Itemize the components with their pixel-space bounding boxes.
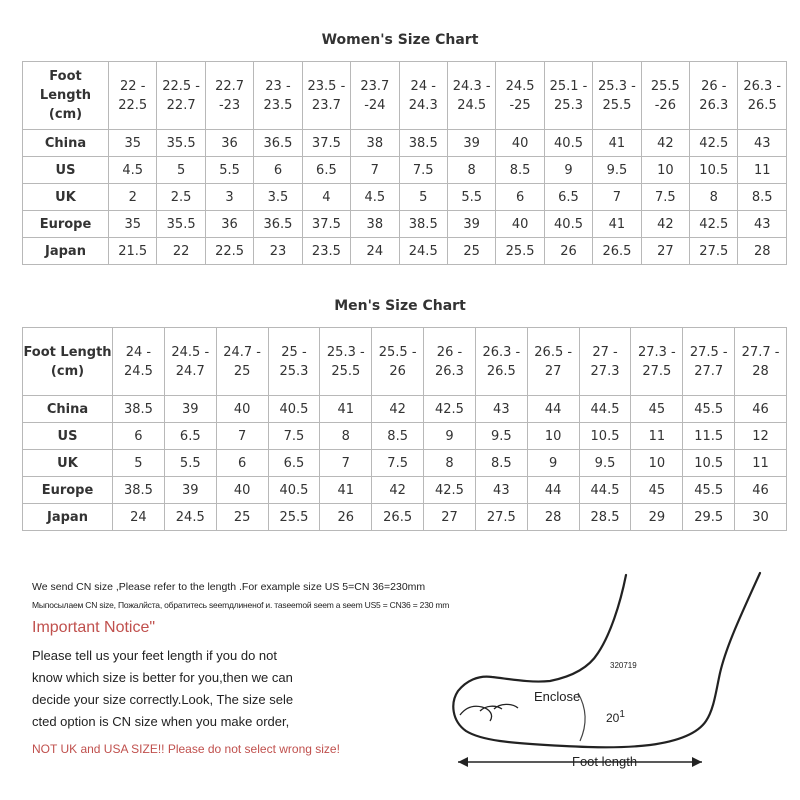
size-value-cell: 21.5 (109, 238, 157, 265)
size-range-header: 24.5 - 24.7 (164, 328, 216, 396)
size-value-cell: 28.5 (579, 504, 631, 531)
size-value-cell: 7 (351, 157, 399, 184)
size-value-cell: 40 (216, 396, 268, 423)
size-value-cell: 7.5 (641, 184, 689, 211)
size-value-cell: 37.5 (302, 130, 350, 157)
size-range-header: 24 - 24.5 (113, 328, 165, 396)
size-table-row (23, 211, 787, 238)
size-range-header: 25.5 - 26 (372, 328, 424, 396)
size-value-cell: 10.5 (579, 423, 631, 450)
size-range-header: 23 - 23.5 (254, 62, 302, 130)
notice-text-line: decide your size correctly.Look, The size sele (32, 692, 294, 707)
size-value-cell: 10 (527, 423, 579, 450)
size-value-cell: 23 (254, 238, 302, 265)
size-range-header: 25.5 -26 (641, 62, 689, 130)
size-value-cell: 24.5 (164, 504, 216, 531)
important-notice-title: Important Notice" (32, 619, 156, 636)
size-table-row (23, 184, 787, 211)
size-value-cell: 26 (544, 238, 592, 265)
size-value-cell: 26.5 (372, 504, 424, 531)
size-value-cell: 7 (593, 184, 641, 211)
size-value-cell: 36.5 (254, 130, 302, 157)
size-value-cell: 8.5 (738, 184, 787, 211)
size-value-cell: 39 (447, 211, 495, 238)
size-value-cell: 41 (320, 477, 372, 504)
size-value-cell: 6 (254, 157, 302, 184)
size-value-cell: 26 (320, 504, 372, 531)
size-value-cell: 4 (302, 184, 350, 211)
size-range-header: 26.3 - 26.5 (475, 328, 527, 396)
diagram-code: 320719 (610, 661, 637, 670)
size-value-cell: 4.5 (109, 157, 157, 184)
size-range-header: 23.7 -24 (351, 62, 399, 130)
size-value-cell: 29 (631, 504, 683, 531)
size-value-cell: 5.5 (205, 157, 253, 184)
size-value-cell: 40.5 (544, 130, 592, 157)
size-value-cell: 38.5 (113, 396, 165, 423)
size-range-header: 27.5 - 27.7 (683, 328, 735, 396)
size-system-label: UK (23, 184, 109, 211)
size-range-header: 24.3 - 24.5 (447, 62, 495, 130)
size-value-cell: 42 (641, 130, 689, 157)
size-value-cell: 7 (320, 450, 372, 477)
size-value-cell: 41 (320, 396, 372, 423)
size-value-cell: 2.5 (157, 184, 205, 211)
size-value-cell: 42.5 (690, 211, 738, 238)
size-range-header: 22.5 - 22.7 (157, 62, 205, 130)
size-system-label: Europe (23, 477, 113, 504)
size-value-cell: 10 (641, 157, 689, 184)
size-table-row (23, 504, 787, 531)
size-value-cell: 9.5 (475, 423, 527, 450)
size-value-cell: 43 (475, 396, 527, 423)
size-value-cell: 28 (527, 504, 579, 531)
size-range-header: 26 - 26.3 (690, 62, 738, 130)
size-value-cell: 25 (216, 504, 268, 531)
size-value-cell: 44 (527, 477, 579, 504)
size-value-cell: 2 (109, 184, 157, 211)
size-value-cell: 38 (351, 211, 399, 238)
size-value-cell: 27 (641, 238, 689, 265)
size-value-cell: 35 (109, 211, 157, 238)
size-value-cell: 6 (113, 423, 165, 450)
size-value-cell: 24.5 (399, 238, 447, 265)
size-value-cell: 28 (738, 238, 787, 265)
size-system-label: Europe (23, 211, 109, 238)
foot-length-header: Foot Length (cm) (23, 328, 113, 396)
size-value-cell: 3.5 (254, 184, 302, 211)
size-table-row (23, 157, 787, 184)
size-value-cell: 6.5 (164, 423, 216, 450)
size-value-cell: 22 (157, 238, 205, 265)
size-value-cell: 42 (372, 477, 424, 504)
size-value-cell: 43 (738, 130, 787, 157)
size-value-cell: 11 (631, 423, 683, 450)
foot-measurement-diagram (430, 565, 790, 795)
size-range-header: 24.7 - 25 (216, 328, 268, 396)
size-value-cell: 24 (351, 238, 399, 265)
size-value-cell: 38.5 (113, 477, 165, 504)
size-value-cell: 9 (544, 157, 592, 184)
foot-length-label: Foot length (572, 754, 638, 769)
size-value-cell: 40.5 (268, 396, 320, 423)
size-value-cell: 42.5 (424, 396, 476, 423)
size-value-cell: 46 (735, 477, 787, 504)
size-value-cell: 8 (447, 157, 495, 184)
size-table-header-row (23, 62, 787, 130)
size-value-cell: 11.5 (683, 423, 735, 450)
size-value-cell: 44.5 (579, 396, 631, 423)
size-value-cell: 4.5 (351, 184, 399, 211)
size-table-row (23, 477, 787, 504)
size-value-cell: 8 (690, 184, 738, 211)
size-range-header: 25.3 - 25.5 (593, 62, 641, 130)
size-value-cell: 42.5 (690, 130, 738, 157)
size-system-label: China (23, 396, 113, 423)
size-value-cell: 46 (735, 396, 787, 423)
size-value-cell: 27 (424, 504, 476, 531)
size-value-cell: 35.5 (157, 130, 205, 157)
size-value-cell: 9.5 (593, 157, 641, 184)
size-range-header: 24 - 24.3 (399, 62, 447, 130)
size-value-cell: 41 (593, 211, 641, 238)
size-value-cell: 3 (205, 184, 253, 211)
size-value-cell: 40 (496, 130, 544, 157)
size-table-row (23, 238, 787, 265)
size-table-header-row (23, 328, 787, 396)
size-value-cell: 39 (164, 396, 216, 423)
wrong-size-warning: NOT UK and USA SIZE!! Please do not select wrong size! (32, 742, 340, 756)
size-value-cell: 45 (631, 396, 683, 423)
size-value-cell: 36 (205, 211, 253, 238)
size-value-cell: 42 (641, 211, 689, 238)
size-value-cell: 24 (113, 504, 165, 531)
notice-text-line: cted option is CN size when you make order, (32, 714, 290, 729)
size-system-label: UK (23, 450, 113, 477)
size-value-cell: 37.5 (302, 211, 350, 238)
size-value-cell: 43 (475, 477, 527, 504)
mens-chart-title: Men's Size Chart (334, 298, 466, 314)
size-value-cell: 29.5 (683, 504, 735, 531)
notice-text-line: know which size is better for you,then we can (32, 670, 293, 685)
size-value-cell: 35 (109, 130, 157, 157)
size-value-cell: 8.5 (475, 450, 527, 477)
size-table-row (23, 423, 787, 450)
size-range-header: 27.3 - 27.5 (631, 328, 683, 396)
size-value-cell: 27.5 (690, 238, 738, 265)
size-value-cell: 43 (738, 211, 787, 238)
size-range-header: 25.1 - 25.3 (544, 62, 592, 130)
size-value-cell: 11 (738, 157, 787, 184)
size-value-cell: 6.5 (544, 184, 592, 211)
size-value-cell: 5 (113, 450, 165, 477)
size-value-cell: 40.5 (268, 477, 320, 504)
size-value-cell: 11 (735, 450, 787, 477)
size-system-label: Japan (23, 238, 109, 265)
size-table-row (23, 396, 787, 423)
size-value-cell: 5.5 (164, 450, 216, 477)
womens-size-table (22, 61, 787, 265)
size-value-cell: 5 (399, 184, 447, 211)
size-value-cell: 6 (496, 184, 544, 211)
size-system-label: US (23, 157, 109, 184)
size-value-cell: 25.5 (496, 238, 544, 265)
size-value-cell: 7.5 (372, 450, 424, 477)
enclose-label: Enclose (534, 689, 581, 704)
size-value-cell: 26.5 (593, 238, 641, 265)
size-table-row (23, 130, 787, 157)
size-value-cell: 42.5 (424, 477, 476, 504)
size-system-label: US (23, 423, 113, 450)
size-system-label: China (23, 130, 109, 157)
size-value-cell: 10 (631, 450, 683, 477)
notice-text-line: Please tell us your feet length if you do not (32, 648, 277, 663)
size-value-cell: 8.5 (372, 423, 424, 450)
size-value-cell: 12 (735, 423, 787, 450)
size-value-cell: 44.5 (579, 477, 631, 504)
size-value-cell: 40 (496, 211, 544, 238)
mens-size-table (22, 327, 787, 531)
size-system-label: Japan (23, 504, 113, 531)
size-table-row (23, 450, 787, 477)
toe-outline-icon (460, 704, 518, 721)
size-value-cell: 8.5 (496, 157, 544, 184)
size-range-header: 25 - 25.3 (268, 328, 320, 396)
size-value-cell: 7.5 (399, 157, 447, 184)
size-number-label: $20^1$ (606, 709, 625, 725)
size-value-cell: 40.5 (544, 211, 592, 238)
size-range-header: 23.5 - 23.7 (302, 62, 350, 130)
size-value-cell: 45.5 (683, 477, 735, 504)
size-value-cell: 9 (527, 450, 579, 477)
size-value-cell: 6.5 (302, 157, 350, 184)
size-value-cell: 23.5 (302, 238, 350, 265)
size-value-cell: 9.5 (579, 450, 631, 477)
size-value-cell: 40 (216, 477, 268, 504)
cn-size-note: We send CN size ,Please refer to the length .For example size US 5=CN 36=230mm (32, 581, 426, 593)
size-value-cell: 45 (631, 477, 683, 504)
size-value-cell: 41 (593, 130, 641, 157)
size-range-header: 24.5 -25 (496, 62, 544, 130)
size-value-cell: 45.5 (683, 396, 735, 423)
size-range-header: 26.3 - 26.5 (738, 62, 787, 130)
size-value-cell: 5 (157, 157, 205, 184)
size-value-cell: 38 (351, 130, 399, 157)
cn-size-note-russian: Мыпосылаем CN size, Пожалйста, обратитесь seemдлиненоf и. таseemой seem а seem US5 = CN36 = 230 mm (32, 600, 450, 610)
size-value-cell: 39 (447, 130, 495, 157)
arrow-right-icon (692, 757, 702, 767)
size-value-cell: 22.5 (205, 238, 253, 265)
size-value-cell: 5.5 (447, 184, 495, 211)
size-value-cell: 10.5 (683, 450, 735, 477)
size-range-header: 25.3 - 25.5 (320, 328, 372, 396)
size-value-cell: 36 (205, 130, 253, 157)
size-value-cell: 25 (447, 238, 495, 265)
size-range-header: 27.7 - 28 (735, 328, 787, 396)
size-value-cell: 9 (424, 423, 476, 450)
womens-chart-title: Women's Size Chart (321, 32, 479, 48)
arrow-left-icon (458, 757, 468, 767)
size-value-cell: 8 (320, 423, 372, 450)
size-value-cell: 42 (372, 396, 424, 423)
size-value-cell: 36.5 (254, 211, 302, 238)
size-value-cell: 44 (527, 396, 579, 423)
size-value-cell: 7.5 (268, 423, 320, 450)
size-range-header: 26 - 26.3 (424, 328, 476, 396)
size-value-cell: 8 (424, 450, 476, 477)
size-value-cell: 27.5 (475, 504, 527, 531)
size-value-cell: 30 (735, 504, 787, 531)
size-value-cell: 35.5 (157, 211, 205, 238)
size-value-cell: 25.5 (268, 504, 320, 531)
size-range-header: 22.7 -23 (205, 62, 253, 130)
size-value-cell: 38.5 (399, 130, 447, 157)
size-range-header: 27 - 27.3 (579, 328, 631, 396)
size-value-cell: 39 (164, 477, 216, 504)
foot-length-header: Foot Length (cm) (23, 62, 109, 130)
size-value-cell: 7 (216, 423, 268, 450)
size-value-cell: 38.5 (399, 211, 447, 238)
size-range-header: 22 - 22.5 (109, 62, 157, 130)
size-value-cell: 10.5 (690, 157, 738, 184)
size-range-header: 26.5 - 27 (527, 328, 579, 396)
size-value-cell: 6.5 (268, 450, 320, 477)
size-value-cell: 6 (216, 450, 268, 477)
